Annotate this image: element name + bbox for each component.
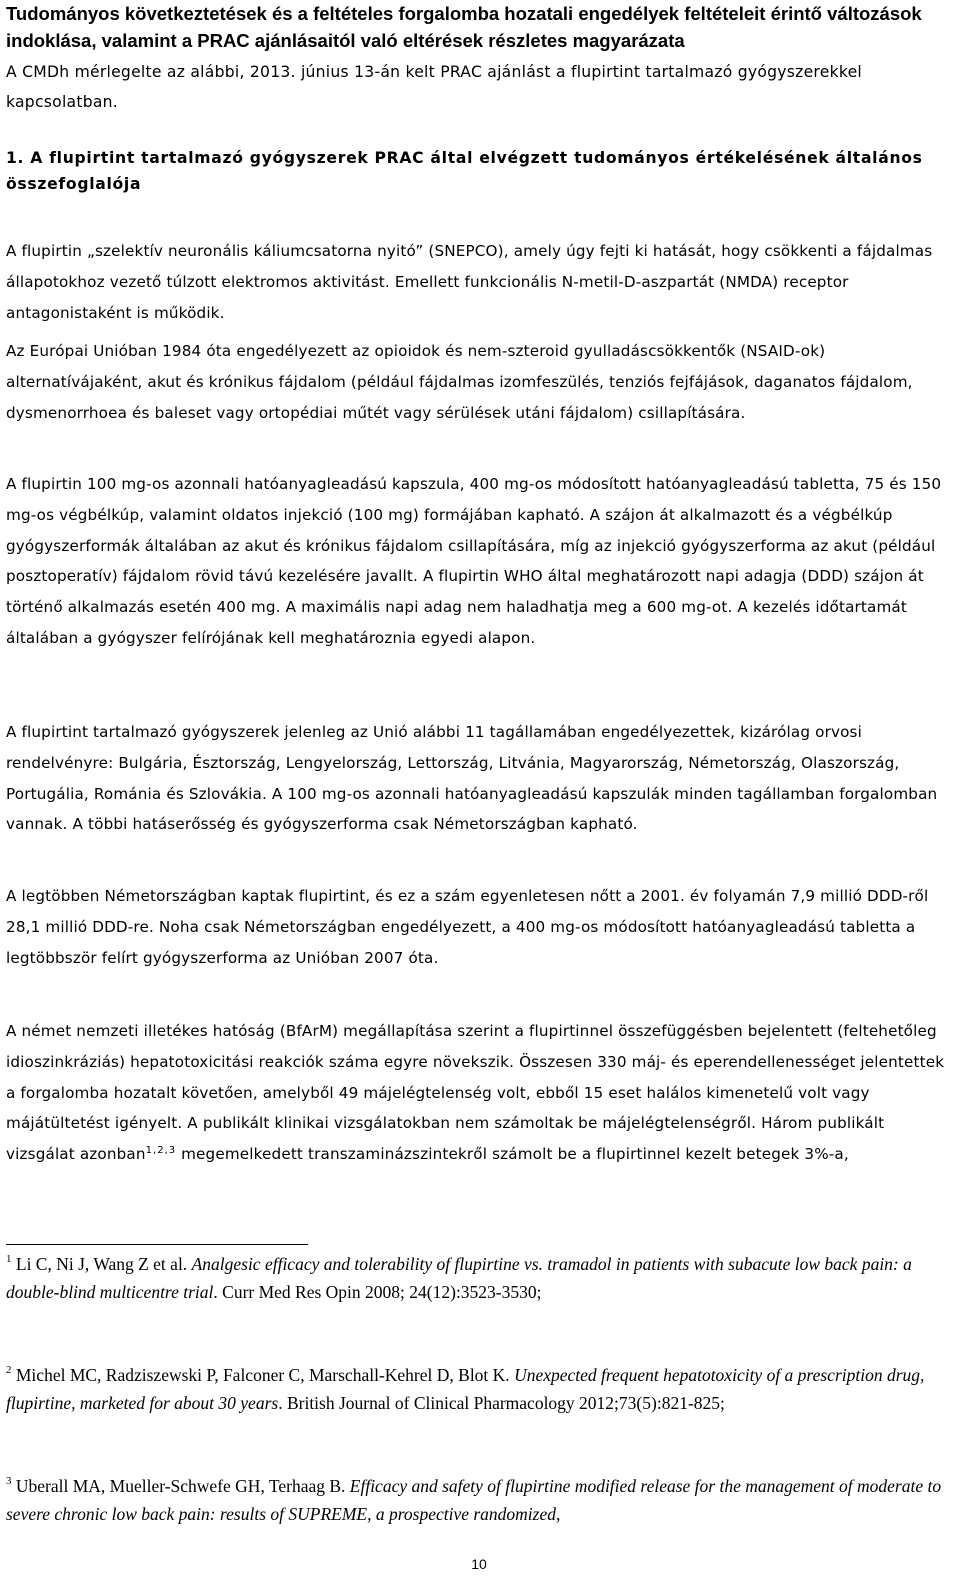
footnote-source: . Curr Med Res Opin 2008; 24(12):3523-3530; bbox=[213, 1282, 542, 1302]
footnote-source: . British Journal of Clinical Pharmacology 2012;73(5):821-825; bbox=[278, 1393, 725, 1413]
footnote-article-title: Efficacy and safety of flupirtine modified release for the management of moderate to severe chronic low back pain: results of SUPREME, a prospective randomized, bbox=[6, 1476, 942, 1524]
footnote-number: 1 bbox=[6, 1253, 12, 1265]
paragraph-mechanism: A flupirtin „szelektív neuronális káliumcsatorna nyitó” (SNEPCO), amely úgy fejti ki hatását, hogy csökkenti a fájdalmas állapotokhoz vezető túlzott elektromos aktivitást. Emellett funkcionális N-metil-D-aszpartát (NMDA) receptor antagonistaként is működik. bbox=[6, 242, 933, 322]
footnote-authors: Michel MC, Radziszewski P, Falconer C, Marschall-Kehrel D, Blot K. bbox=[11, 1365, 515, 1385]
paragraph-germany-usage: A legtöbben Németországban kaptak flupirtint, és ez a szám egyenletesen nőtt a 2001. év folyamán 7,9 millió DDD-ről 28,1 millió DDD-re. Noha csak Németországban engedélyezett, a 400 mg-os módosított hatóanyagleadású tabletta a legtöbbször felírt gyógyszerforma az Unióban 2007 óta. bbox=[6, 887, 929, 967]
hepatotoxicity-text: A német nemzeti illetékes hatóság (BfArM) megállapítása szerint a flupirtinnel összefüggésben bejelentett (feltehetőleg idioszinkráziás) hepatotoxicitási reakciók száma egyre növekszik. Összesen 330 máj- és eperendellenességet jelentettek a forgalomba hozatalt követően, amelyből 49 májelégtelenség volt, ebből 15 eset halálos kimenetelű volt vagy májátültetést igényelt. A publikált klinikai vizsgálatokban nem számoltak be májelégtelenségről. Három publikált vizsgálat azonban bbox=[6, 1022, 945, 1164]
section-heading: 1. A flupirtint tartalmazó gyógyszerek PRAC által elvégzett tudományos értékelésének általános összefoglalója bbox=[6, 149, 923, 193]
document-title: Tudományos következtetések és a feltételes forgalomba hozatali engedélyek feltételeit érintő változások indoklása, valamint a PRAC ajánlásaitól való eltérések részletes magyarázata bbox=[6, 3, 922, 51]
footnote-number: 3 bbox=[6, 1475, 12, 1487]
paragraph-member-states: A flupirtint tartalmazó gyógyszerek jelenleg az Unió alábbi 11 tagállamában engedélyezettek, kizárólag orvosi rendelvényre: Bulgária, Észtország, Lengyelország, Lettország, Litvánia, Magyarország, Németország, Olaszország, Portugália, Románia és Szlovákia. A 100 mg-os azonnali hatóanyagleadású kapszulák minden tagállamban forgalomban vannak. A többi hatáserősség és gyógyszerforma csak Németországban kapható. bbox=[6, 723, 938, 834]
hepatotoxicity-text-cont: megemelkedett transzaminázszintekről számolt be a flupirtinnel kezelt betegek 3%-a, bbox=[176, 1145, 849, 1164]
footnote-article-title: Unexpected frequent hepatotoxicity of a prescription drug, flupirtine, marketed for about 30 years bbox=[6, 1365, 925, 1413]
page-number: 10 bbox=[471, 1556, 487, 1572]
footnote-separator bbox=[6, 1244, 308, 1245]
footnote-authors: Uberall MA, Mueller-Schwefe GH, Terhaag B. bbox=[11, 1476, 350, 1496]
footnote-reference: 1,2,3 bbox=[145, 1145, 177, 1157]
paragraph-authorisation: Az Európai Unióban 1984 óta engedélyezett az opioidok és nem-szteroid gyulladáscsökkentők (NSAID-ok) alternatívájaként, akut és krónikus fájdalom (például fájdalmas izomfeszülés, tenziós fejfájások, daganatos fájdalom, dysmenorrhoea és baleset vagy ortopédiai műtét vagy sérülések utáni fájdalom) csillapítására. bbox=[6, 342, 913, 422]
footnote-article-title: Analgesic efficacy and tolerability of flupirtine vs. tramadol in patients with subacute low back pain: a double-blind multicentre trial bbox=[6, 1254, 912, 1302]
footnote-3 bbox=[6, 1472, 952, 1528]
footnote-2 bbox=[6, 1361, 952, 1417]
footnote-authors: Li C, Ni J, Wang Z et al. bbox=[11, 1254, 192, 1274]
footnote-number: 2 bbox=[6, 1364, 12, 1376]
intro-paragraph: A CMDh mérlegelte az alábbi, 2013. június 13-án kelt PRAC ajánlást a flupirtint tartalmazó gyógyszerekkel kapcsolatban. bbox=[6, 63, 863, 111]
paragraph-formulations: A flupirtin 100 mg-os azonnali hatóanyagleadású kapszula, 400 mg-os módosított hatóanyagleadású tabletta, 75 és 150 mg-os végbélkúp, valamint oldatos injekció (100 mg) formájában kapható. A szájon át alkalmazott és a végbélkúp gyógyszerformák általában az akut és krónikus fájdalom csillapítására, míg az injekció gyógyszerforma az akut (például posztoperatív) fájdalom rövid távú kezelésére javallt. A flupirtin WHO által meghatározott napi adagja (DDD) szájon át történő alkalmazás esetén 400 mg. A maximális napi adag nem haladhatja meg a 600 mg-ot. A kezelés időtartamát általában a gyógyszer felírójának kell meghatároznia egyedi alapon. bbox=[6, 475, 942, 647]
paragraph-hepatotoxicity bbox=[6, 1016, 950, 1170]
footnote-1 bbox=[6, 1250, 952, 1306]
